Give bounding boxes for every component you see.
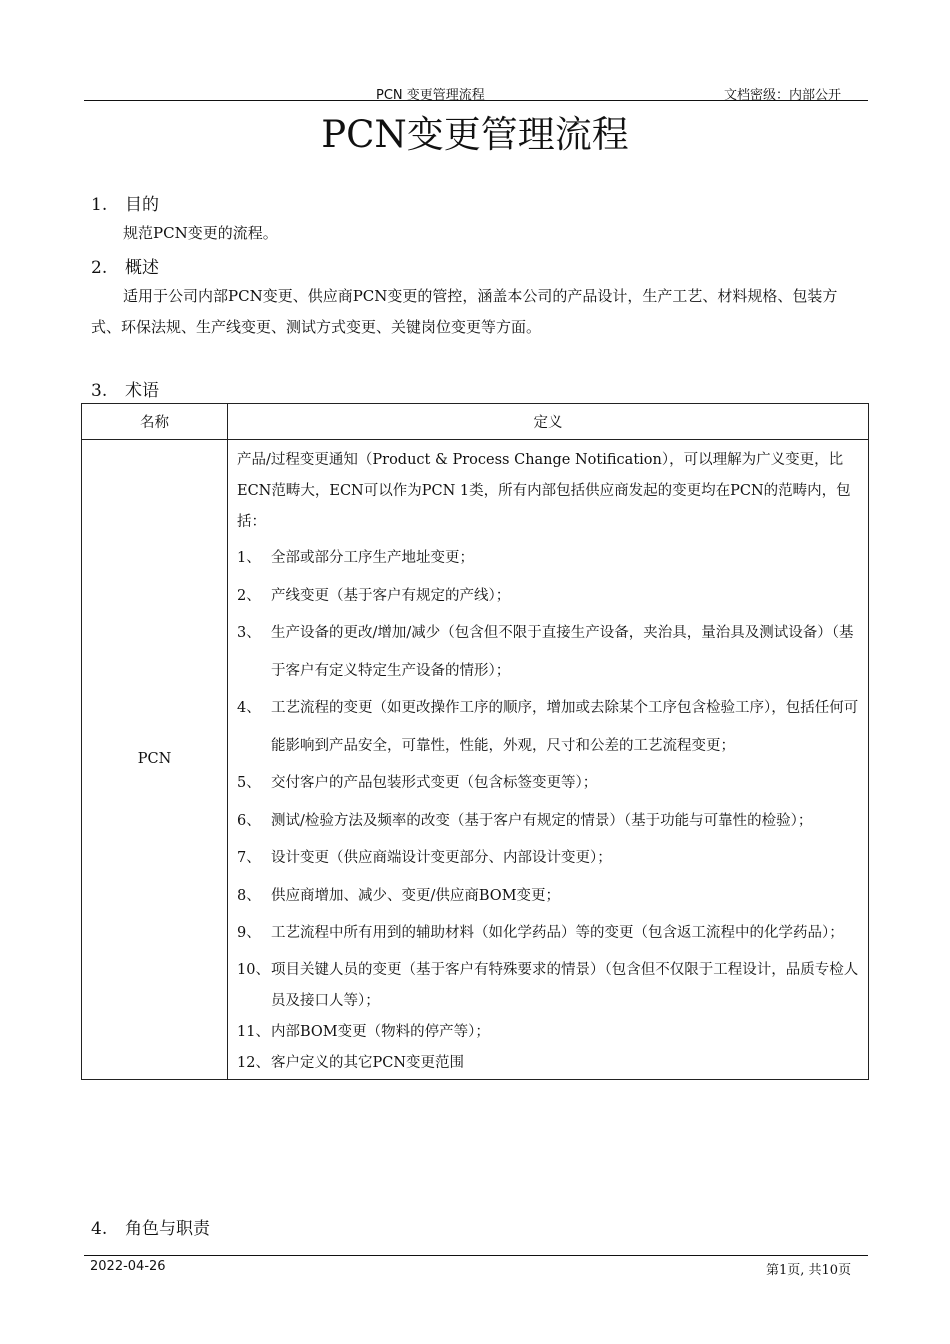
list-item-text: 设计变更（供应商端设计变更部分、内部设计变更）； [271, 850, 612, 866]
list-item-text: 供应商增加、减少、变更/供应商BOM变更； [271, 887, 561, 904]
list-item [237, 1048, 862, 1079]
list-item [237, 915, 862, 953]
section-body-overview: 适用于公司内部PCN变更、供应商PCN变更的管控，涵盖本公司的产品设计，生产工艺、材料规格、包装方式、环保法规、生产线变更、测试方式变更、关键岗位变更等方面。 [91, 287, 838, 336]
table-row [82, 440, 869, 1080]
list-item-text: 工艺流程的变更（如更改操作工序的顺序，增加或去除某个工序包含检验工序），包括任何可能影响到产品安全，可靠性，性能，外观，尺寸和公差的工艺流程变更； [271, 700, 859, 754]
section-body-purpose: 规范PCN变更的流程。 [123, 224, 278, 242]
section-heading-terms [91, 376, 159, 401]
page-title: PCN变更管理流程 [321, 113, 629, 156]
section-heading-purpose [91, 190, 159, 215]
list-item-number: 11、 [237, 1023, 270, 1040]
list-item-number: 4、 [237, 700, 261, 716]
table-header-definition: 定义 [228, 404, 869, 440]
section-heading-roles [91, 1214, 210, 1239]
list-item-text: 测试/检验方法及频率的改变（基于客户有规定的情景）（基于功能与可靠性的检验）； [271, 812, 813, 829]
section-number: 4. [91, 1219, 108, 1239]
list-item-text: 工艺流程中所有用到的辅助材料（如化学药品）等的变更（包含返工流程中的化学药品）； [271, 925, 844, 941]
section-title: 概述 [125, 258, 159, 278]
list-item-number: 2、 [237, 587, 261, 604]
section-number: 1. [91, 195, 108, 215]
list-item-text: 内部BOM变更（物料的停产等）； [271, 1023, 490, 1040]
section-number: 2. [91, 258, 108, 278]
list-item-number: 10、 [237, 961, 270, 978]
list-item [237, 690, 862, 765]
terms-table [81, 403, 869, 1080]
list-item-number: 9、 [237, 925, 261, 941]
list-item-number: 3、 [237, 625, 261, 641]
footer-date: 2022-04-26 [90, 1259, 166, 1274]
list-item-text: 交付客户的产品包装形式变更（包含标签变更等）； [271, 775, 598, 791]
header-doc-name: PCN 变更管理流程 [376, 88, 485, 103]
header-divider [84, 100, 868, 101]
footer-page-number: 第1页, 共10页 [766, 1263, 852, 1278]
section-heading-overview [91, 253, 159, 278]
list-item [237, 578, 862, 616]
list-item [237, 1017, 862, 1048]
table-header-row [82, 404, 869, 440]
list-item [237, 840, 862, 878]
footer-divider [84, 1255, 868, 1256]
header-classification: 文档密级：内部公开 [724, 88, 842, 103]
list-item-text: 生产设备的更改/增加/减少（包含但不限于直接生产设备，夹治具，量治具及测试设备）（基于客户有定义特定生产设备的情形）； [271, 625, 854, 679]
list-item [237, 878, 862, 916]
term-name: PCN [82, 440, 228, 1080]
list-item-text: 项目关键人员的变更（基于客户有特殊要求的情景）（包含但不仅限于工程设计，品质专检人员及接口人等）； [271, 961, 859, 1009]
list-item-number: 12、 [237, 1054, 270, 1071]
list-item-number: 6、 [237, 812, 261, 829]
list-item-number: 5、 [237, 775, 261, 791]
list-item-text: 产线变更（基于客户有规定的产线）； [271, 587, 511, 604]
list-item-number: 8、 [237, 887, 261, 904]
list-item-text: 客户定义的其它PCN变更范围 [271, 1054, 465, 1071]
list-item [237, 765, 862, 803]
section-title: 术语 [125, 381, 159, 401]
list-item-number: 7、 [237, 850, 261, 866]
definition-intro: 产品/过程变更通知（Product & Process Change Notification），可以理解为广义变更，比ECN范畴大，ECN可以作为PCN 1类，所有内部包括供应商发起的变更均在PCN的范畴内，包括： [237, 452, 851, 530]
list-item-number: 1、 [237, 550, 261, 566]
section-title: 目的 [125, 195, 159, 215]
list-item [237, 955, 862, 1017]
list-item [237, 803, 862, 841]
term-definition [228, 440, 869, 1080]
section-title: 角色与职责 [125, 1219, 210, 1239]
list-item [237, 615, 862, 690]
list-item [237, 540, 862, 578]
section-number: 3. [91, 381, 108, 401]
table-header-name: 名称 [82, 404, 228, 440]
list-item-text: 全部或部分工序生产地址变更； [271, 550, 474, 566]
